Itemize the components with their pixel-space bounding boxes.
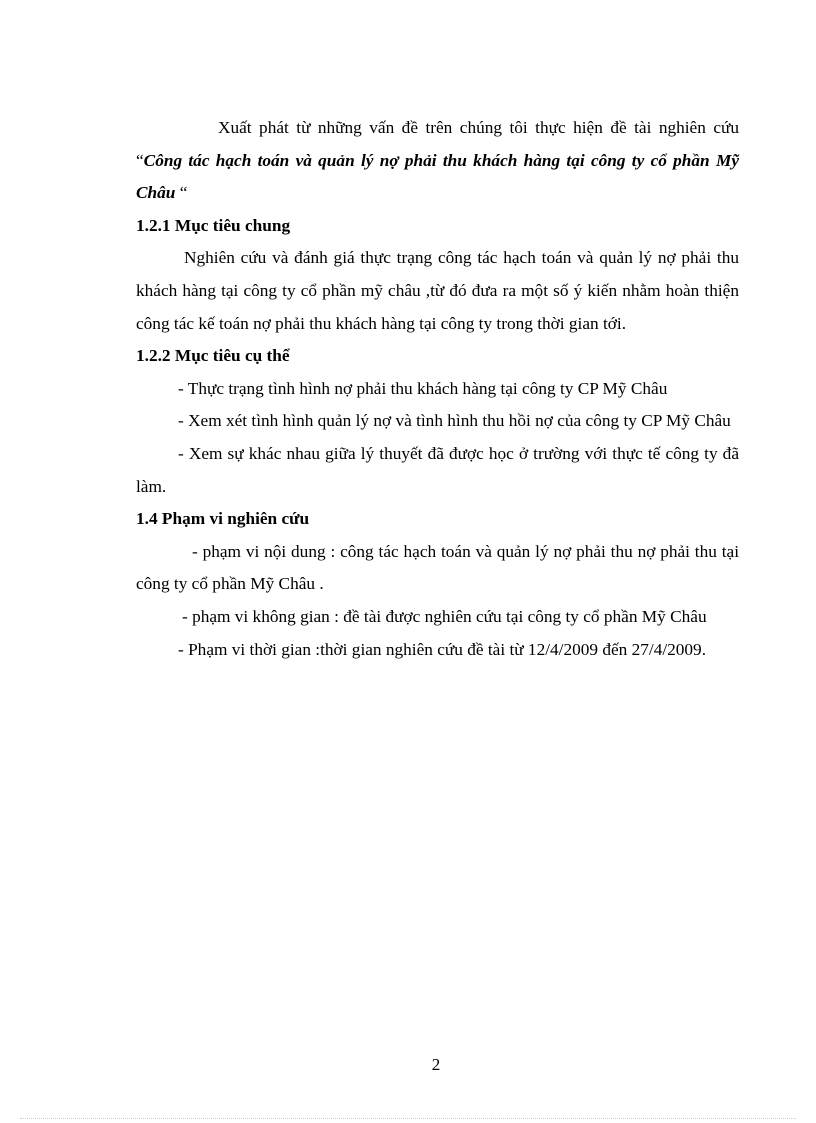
heading-general-objective: 1.2.1 Mục tiêu chung <box>136 215 291 235</box>
research-topic: Công tác hạch toán và quản lý nợ phải thu khách hàng tại công ty cổ phần Mỹ Châu <box>136 150 739 203</box>
scope-item-time: - Phạm vi thời gian :thời gian nghiên cứu đề tài từ 12/4/2009 đến 27/4/2009. <box>178 639 707 659</box>
scope-item-space: - phạm vi không gian : đề tài được nghiên cứu tại công ty cổ phần Mỹ Châu <box>182 606 707 626</box>
scope-item-content: - phạm vi nội dung : công tác hạch toán và quản lý nợ phải thu nợ phải thu tại công ty cổ phần Mỹ Châu . <box>136 541 739 594</box>
footer-divider <box>20 1118 796 1119</box>
specific-objective-item: - Xem xét tình hình quản lý nợ và tình hình thu hồi nợ của công ty CP Mỹ Châu <box>178 411 731 431</box>
heading-specific-objectives: 1.2.2 Mục tiêu cụ thể <box>136 346 290 366</box>
heading-research-scope: 1.4 Phạm vi nghiên cứu <box>136 509 310 529</box>
intro-close-quote: “ <box>175 183 188 203</box>
general-objective-paragraph: Nghiên cứu và đánh giá thực trạng công tác hạch toán và quản lý nợ phải thu khách hàng tại công ty cổ phần mỹ châu ,từ đó đưa ra một số ý kiến nhằm hoàn thiện công tác kế toán nợ phải thu khách hàng tại công ty trong thời gian tới. <box>136 248 739 333</box>
specific-objective-item: - Thực trạng tình hình nợ phải thu khách hàng tại công ty CP Mỹ Châu <box>178 378 668 398</box>
document-body <box>136 112 739 666</box>
specific-objective-item: - Xem sự khác nhau giữa lý thuyết đã được học ở trường với thực tế công ty đã làm. <box>136 443 739 496</box>
intro-paragraph <box>136 112 739 210</box>
intro-lead: Xuất phát từ những vấn đề trên chúng tôi thực hiện đề tài nghiên cứu “ <box>136 118 739 170</box>
page-number: 2 <box>431 1055 441 1074</box>
